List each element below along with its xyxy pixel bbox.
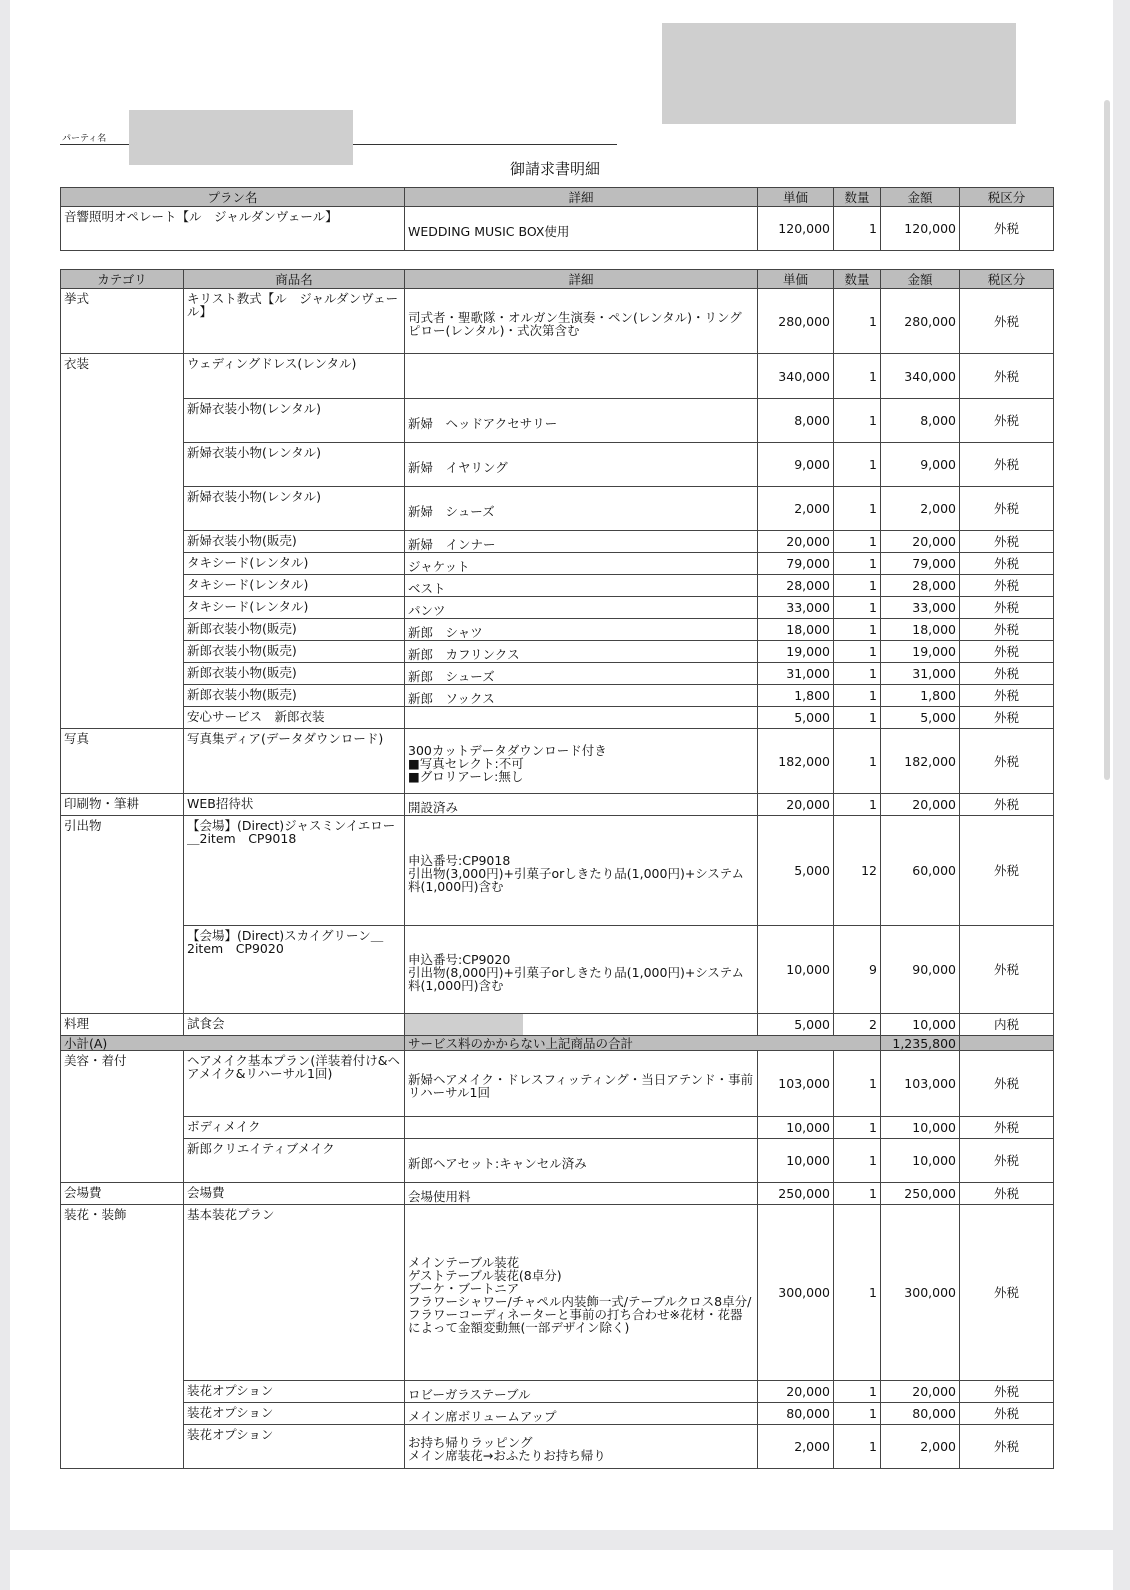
unit-price: 31,000 [758, 663, 834, 685]
amount: 10,000 [881, 1117, 960, 1139]
tax-type: 外税 [960, 531, 1054, 553]
quantity: 1 [834, 707, 881, 729]
tax-type: 外税 [960, 729, 1054, 794]
product-name: 試食会 [184, 1014, 405, 1036]
amount: 18,000 [881, 619, 960, 641]
tax-type: 外税 [960, 1381, 1054, 1403]
unit-price: 8,000 [758, 399, 834, 443]
amount: 120,000 [881, 207, 960, 251]
detail: 新郎 シャツ [405, 619, 758, 641]
tax-type: 外税 [960, 289, 1054, 354]
product-name: 新婦衣装小物(販売) [184, 531, 405, 553]
tax-type: 外税 [960, 443, 1054, 487]
header-quantity: 数量 [834, 188, 881, 207]
product-name: 新婦衣装小物(レンタル) [184, 443, 405, 487]
product-name: 新郎クリエイティブメイク [184, 1139, 405, 1183]
detail [405, 354, 758, 399]
product-name: 基本装花プラン [184, 1205, 405, 1381]
table-row [61, 597, 1054, 619]
unit-price: 5,000 [758, 707, 834, 729]
product-name: 装花オプション [184, 1403, 405, 1425]
quantity: 1 [834, 1051, 881, 1117]
amount: 60,000 [881, 816, 960, 926]
tax-type: 外税 [960, 399, 1054, 443]
quantity: 1 [834, 207, 881, 251]
product-name: 装花オプション [184, 1425, 405, 1469]
quantity: 1 [834, 641, 881, 663]
unit-price: 18,000 [758, 619, 834, 641]
category-cell: 写真 [61, 729, 184, 794]
header-plan-name: プラン名 [61, 188, 405, 207]
header-tax: 税区分 [960, 188, 1054, 207]
tax-type: 外税 [960, 663, 1054, 685]
table-row [61, 531, 1054, 553]
unit-price: 103,000 [758, 1051, 834, 1117]
quantity: 1 [834, 1205, 881, 1381]
amount: 10,000 [881, 1139, 960, 1183]
product-name: ウェディングドレス(レンタル) [184, 354, 405, 399]
amount: 79,000 [881, 553, 960, 575]
quantity: 2 [834, 1014, 881, 1036]
quantity: 1 [834, 1403, 881, 1425]
product-name: 会場費 [184, 1183, 405, 1205]
quantity: 1 [834, 1139, 881, 1183]
unit-price: 5,000 [758, 816, 834, 926]
amount: 19,000 [881, 641, 960, 663]
quantity: 1 [834, 575, 881, 597]
unit-price: 19,000 [758, 641, 834, 663]
unit-price: 1,800 [758, 685, 834, 707]
tax-type: 外税 [960, 575, 1054, 597]
product-name: 写真集ディア(データダウンロード) [184, 729, 405, 794]
category-cell: 引出物 [61, 816, 184, 1014]
table-row [61, 289, 1054, 354]
category-cell: 衣装 [61, 354, 184, 729]
product-name: 新郎衣装小物(販売) [184, 641, 405, 663]
table-row [61, 707, 1054, 729]
amount: 31,000 [881, 663, 960, 685]
detail: 新婦ヘアメイク・ドレスフィッティング・当日アテンド・事前リハーサル1回 [405, 1051, 758, 1117]
subtotal-amount: 1,235,800 [881, 1036, 960, 1051]
detail: メイン席ボリュームアップ [405, 1403, 758, 1425]
table-row [61, 354, 1054, 399]
detail: 新郎 シューズ [405, 663, 758, 685]
amount: 340,000 [881, 354, 960, 399]
unit-price: 79,000 [758, 553, 834, 575]
tax-type: 外税 [960, 1051, 1054, 1117]
table-row [61, 207, 1054, 251]
product-name: 装花オプション [184, 1381, 405, 1403]
product-name: タキシード(レンタル) [184, 597, 405, 619]
scrollbar[interactable] [1104, 100, 1110, 780]
unit-price: 2,000 [758, 487, 834, 531]
product-name: 【会場】(Direct)スカイグリーン＿2item CP9020 [184, 926, 405, 1014]
amount: 103,000 [881, 1051, 960, 1117]
product-name: 【会場】(Direct)ジャスミンイエロー＿2item CP9018 [184, 816, 405, 926]
tax-type: 外税 [960, 926, 1054, 1014]
unit-price: 300,000 [758, 1205, 834, 1381]
category-cell: 装花・装飾 [61, 1205, 184, 1469]
quantity: 1 [834, 553, 881, 575]
tax-type: 外税 [960, 597, 1054, 619]
unit-price: 33,000 [758, 597, 834, 619]
detail: 300カットデータダウンロード付き ■写真セレクト:不可 ■グロリアーレ:無し [405, 729, 758, 794]
subtotal-row [61, 1036, 1054, 1051]
product-name: WEB招待状 [184, 794, 405, 816]
unit-price: 182,000 [758, 729, 834, 794]
subtotal-label: 小計(A) [61, 1036, 405, 1051]
subtotal-tax-empty [960, 1036, 1054, 1051]
detail [405, 1014, 758, 1036]
product-name: タキシード(レンタル) [184, 575, 405, 597]
detail: 新郎ヘアセット:キャンセル済み [405, 1139, 758, 1183]
document-title: 御請求書明細 [509, 160, 600, 178]
unit-price: 10,000 [758, 1139, 834, 1183]
tax-type: 外税 [960, 354, 1054, 399]
tax-type: 外税 [960, 816, 1054, 926]
amount: 182,000 [881, 729, 960, 794]
unit-price: 20,000 [758, 1381, 834, 1403]
header-category: カテゴリ [61, 270, 184, 289]
unit-price: 340,000 [758, 354, 834, 399]
quantity: 1 [834, 685, 881, 707]
table-row [61, 619, 1054, 641]
amount: 300,000 [881, 1205, 960, 1381]
table-row [61, 1425, 1054, 1469]
quantity: 1 [834, 1381, 881, 1403]
tax-type: 外税 [960, 685, 1054, 707]
redacted-detail [405, 1014, 523, 1036]
product-name: ボディメイク [184, 1117, 405, 1139]
header-unit-price: 単価 [758, 270, 834, 289]
tax-type: 外税 [960, 1205, 1054, 1381]
table-row [61, 487, 1054, 531]
product-name: 新郎衣装小物(販売) [184, 619, 405, 641]
quantity: 1 [834, 794, 881, 816]
unit-price: 20,000 [758, 794, 834, 816]
category-cell: 挙式 [61, 289, 184, 354]
tax-type: 内税 [960, 1014, 1054, 1036]
quantity: 1 [834, 443, 881, 487]
quantity: 1 [834, 597, 881, 619]
redacted-block [662, 23, 1016, 124]
detail: 新郎 カフリンクス [405, 641, 758, 663]
amount: 90,000 [881, 926, 960, 1014]
detail: 新郎 ソックス [405, 685, 758, 707]
category-cell: 会場費 [61, 1183, 184, 1205]
amount: 5,000 [881, 707, 960, 729]
unit-price: 120,000 [758, 207, 834, 251]
category-cell: 料理 [61, 1014, 184, 1036]
amount: 250,000 [881, 1183, 960, 1205]
quantity: 1 [834, 289, 881, 354]
category-cell: 印刷物・筆耕 [61, 794, 184, 816]
party-name-label: パーティ名 [62, 134, 107, 144]
plan-header-row [61, 188, 1054, 207]
amount: 1,800 [881, 685, 960, 707]
amount: 2,000 [881, 1425, 960, 1469]
quantity: 1 [834, 663, 881, 685]
detail: 新婦 インナー [405, 531, 758, 553]
table-row [61, 1205, 1054, 1381]
detail: パンツ [405, 597, 758, 619]
table-row [61, 729, 1054, 794]
quantity: 1 [834, 1183, 881, 1205]
table-row [61, 1403, 1054, 1425]
unit-price: 280,000 [758, 289, 834, 354]
table-row [61, 1381, 1054, 1403]
tax-type: 外税 [960, 794, 1054, 816]
quantity: 1 [834, 619, 881, 641]
table-row [61, 1139, 1054, 1183]
header-amount: 金額 [881, 188, 960, 207]
product-name: 新郎衣装小物(販売) [184, 685, 405, 707]
items-header-row [61, 270, 1054, 289]
unit-price: 20,000 [758, 531, 834, 553]
table-row [61, 443, 1054, 487]
table-row [61, 926, 1054, 1014]
detail: 会場使用料 [405, 1183, 758, 1205]
detail [405, 707, 758, 729]
tax-type: 外税 [960, 619, 1054, 641]
amount: 9,000 [881, 443, 960, 487]
plan-name: 音響照明オペレート【ル ジャルダンヴェール】 [61, 207, 405, 251]
amount: 2,000 [881, 487, 960, 531]
subtotal-description: サービス料のかからない上記商品の合計 [405, 1036, 881, 1051]
header-product-name: 商品名 [184, 270, 405, 289]
detail: 申込番号:CP9018 引出物(3,000円)+引菓子orしきたり品(1,000円)+システム料(1,000円)含む [405, 816, 758, 926]
header-detail: 詳細 [405, 188, 758, 207]
amount: 280,000 [881, 289, 960, 354]
tax-type: 外税 [960, 1139, 1054, 1183]
unit-price: 9,000 [758, 443, 834, 487]
amount: 20,000 [881, 1381, 960, 1403]
tax-type: 外税 [960, 641, 1054, 663]
table-row [61, 553, 1054, 575]
product-name: 新郎衣装小物(販売) [184, 663, 405, 685]
unit-price: 10,000 [758, 1117, 834, 1139]
product-name: タキシード(レンタル) [184, 553, 405, 575]
table-row [61, 1117, 1054, 1139]
unit-price: 2,000 [758, 1425, 834, 1469]
product-name: 新婦衣装小物(レンタル) [184, 399, 405, 443]
tax-type: 外税 [960, 207, 1054, 251]
tax-type: 外税 [960, 707, 1054, 729]
unit-price: 10,000 [758, 926, 834, 1014]
items-table [60, 269, 1054, 1469]
amount: 28,000 [881, 575, 960, 597]
quantity: 1 [834, 354, 881, 399]
table-row [61, 663, 1054, 685]
quantity: 1 [834, 399, 881, 443]
detail: 新婦 ヘッドアクセサリー [405, 399, 758, 443]
table-row [61, 1051, 1054, 1117]
amount: 80,000 [881, 1403, 960, 1425]
amount: 10,000 [881, 1014, 960, 1036]
detail: お持ち帰りラッピング メイン席装花→おふたりお持ち帰り [405, 1425, 758, 1469]
header-tax: 税区分 [960, 270, 1054, 289]
unit-price: 28,000 [758, 575, 834, 597]
header-detail: 詳細 [405, 270, 758, 289]
plan-table [60, 187, 1054, 251]
tax-type: 外税 [960, 1183, 1054, 1205]
detail: ベスト [405, 575, 758, 597]
table-row [61, 575, 1054, 597]
next-page [10, 1550, 1113, 1590]
detail: 新婦 イヤリング [405, 443, 758, 487]
quantity: 1 [834, 1117, 881, 1139]
table-row [61, 1183, 1054, 1205]
quantity: 12 [834, 816, 881, 926]
detail: 開設済み [405, 794, 758, 816]
amount: 8,000 [881, 399, 960, 443]
detail: 司式者・聖歌隊・オルガン生演奏・ペン(レンタル)・リングピロー(レンタル)・式次第含む [405, 289, 758, 354]
tax-type: 外税 [960, 1117, 1054, 1139]
table-row [61, 685, 1054, 707]
tax-type: 外税 [960, 553, 1054, 575]
table-row [61, 1014, 1054, 1036]
table-row [61, 641, 1054, 663]
detail: ロビーガラステーブル [405, 1381, 758, 1403]
unit-price: 80,000 [758, 1403, 834, 1425]
quantity: 1 [834, 1425, 881, 1469]
header-quantity: 数量 [834, 270, 881, 289]
amount: 20,000 [881, 794, 960, 816]
detail: ジャケット [405, 553, 758, 575]
detail: メインテーブル装花 ゲストテーブル装花(8卓分) ブーケ・ブートニア フラワーシャワー/チャペル内装飾一式/テーブルクロス8卓分/フラワーコーディネーターと事前の打ち合わせ※花材・花器によって金額変動無(一部デザイン除く) [405, 1205, 758, 1381]
header-amount: 金額 [881, 270, 960, 289]
product-name: 安心サービス 新郎衣装 [184, 707, 405, 729]
amount: 33,000 [881, 597, 960, 619]
unit-price: 5,000 [758, 1014, 834, 1036]
header-unit-price: 単価 [758, 188, 834, 207]
detail: 申込番号:CP9020 引出物(8,000円)+引菓子orしきたり品(1,000円)+システム料(1,000円)含む [405, 926, 758, 1014]
tax-type: 外税 [960, 487, 1054, 531]
unit-price: 250,000 [758, 1183, 834, 1205]
table-row [61, 816, 1054, 926]
product-name: ヘアメイク基本プラン(洋装着付け&ヘアメイク&リハーサル1回) [184, 1051, 405, 1117]
quantity: 1 [834, 487, 881, 531]
product-name: 新婦衣装小物(レンタル) [184, 487, 405, 531]
tax-type: 外税 [960, 1403, 1054, 1425]
product-name: キリスト教式【ル ジャルダンヴェール】 [184, 289, 405, 354]
amount: 20,000 [881, 531, 960, 553]
table-row [61, 399, 1054, 443]
table-row [61, 794, 1054, 816]
tax-type: 外税 [960, 1425, 1054, 1469]
detail: 新婦 シューズ [405, 487, 758, 531]
redacted-party-name [129, 110, 353, 165]
detail [405, 1117, 758, 1139]
quantity: 1 [834, 531, 881, 553]
quantity: 9 [834, 926, 881, 1014]
quantity: 1 [834, 729, 881, 794]
category-cell: 美容・着付 [61, 1051, 184, 1183]
plan-detail: WEDDING MUSIC BOX使用 [405, 207, 758, 251]
